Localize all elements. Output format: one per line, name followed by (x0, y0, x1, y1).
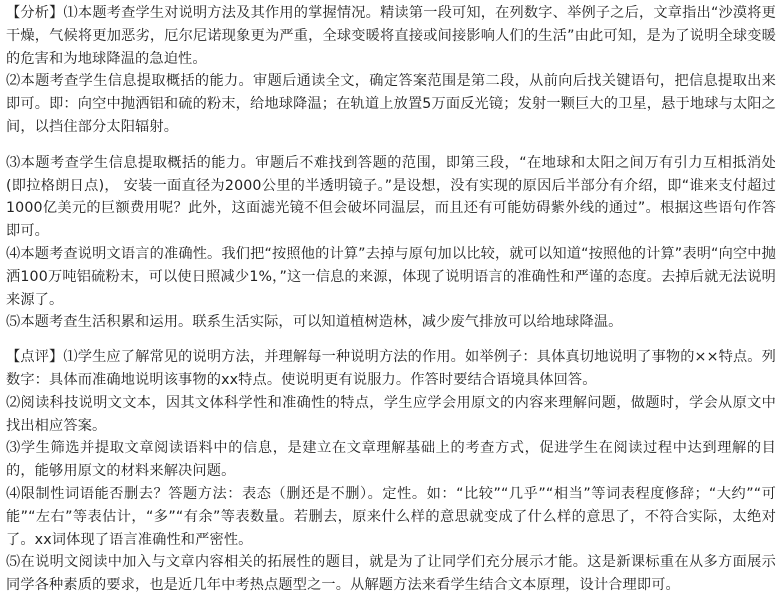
comment-point-2: ⑵阅读科技说明文文本，因其文体科学性和准确性的特点，学生应学会用原文的内容来理解问题，做题时，学会从原文中找出相应答案。 (6, 394, 776, 434)
analysis-point-5: ⑸本题考查生活积累和运用。联系生活实际，可以知道植树造林，减少废气排放可以给地球降温。 (6, 314, 623, 331)
analysis-point-1: 【分析】⑴本题考查学生对说明方法及其作用的掌握情况。精读第一段可知，在列数字、举例子之后，文章指出“沙漠将更干燥，气候将更加恶劣，厄尔尼诺现象更为严重，全球变暖将直接或间接影响人们的生活”由此可知，是为了说明全球变暖的危害和为地球降温的急迫性。 (6, 5, 776, 67)
comment-point-3: ⑶学生筛选并提取文章阅读语料中的信息，是建立在文章理解基础上的考查方式，促进学生在阅读过程中达到理解的目的，能够用原文的材料来解决问题。 (6, 440, 776, 480)
comment-point-1: 【点评】⑴学生应了解常见的说明方法，并理解每一种说明方法的作用。如举例子：具体真切地说明了事物的××特点。列数字：具体而准确地说明该事物的xx特点。使说明更有说服力。作答时要结合语境具体回答。 (6, 349, 776, 388)
comment-point-4: ⑷限制性词语能否删去？答题方法：表态（删还是不删）。定性。如：“比较”“几乎”“相当”等词表程度修辞；“大约”“可能”“左右”等表估计，“多”“有余”等表数量。若删去，原来什么样的意思就变成了什么样的意思了，不符合实际，太绝对了。xx词体现了语言准确性和严密性。 (6, 485, 776, 548)
analysis-point-2: ⑵本题考查学生信息提取概括的能力。审题后通读全文，确定答案范围是第二段，从前向后找关键语句，把信息提取出来即可。即：向空中抛洒铝和硫的粉末，给地球降温；在轨道上放置5万面反光镜；发射一颗巨大的卫星，悬于地球与太阳之间，以挡住部分太阳辐射。 (6, 73, 776, 135)
analysis-point-3: ⑶本题考查学生信息提取概括的能力。审题后不难找到答题的范围，即第三段，“在地球和太阳之间万有引力互相抵消处(即拉格朗日点)， 安装一面直径为2000公里的半透明镜子。”是设想，没有实现的原因后半部分有介绍，即“谁来支付超过1000亿美元的巨额费用呢？此外，这面滤光镜不但会破坏同温层，而且还有可能妨碍紫外线的通过”。根据这些语句作答即可。 (6, 154, 776, 240)
comment-point-5: ⑸在说明文阅读中加入与文章内容相关的拓展性的题目，就是为了让同学们充分展示才能。这是新课标重在从多方面展示同学各种素质的要求，也是近几年中考热点题型之一。从解题方法来看学生结合文本原理，设计合理即可。 (6, 554, 776, 594)
analysis-point-4: ⑷本题考查说明文语言的准确性。我们把“按照他的计算”去掉与原句加以比较，就可以知道“按照他的计算”表明“向空中抛洒100万吨铝硫粉末，可以使日照减少1%，”这一信息的来源，体现了说明语言的准确性和严谨的态度。去掉后就无法说明来源了。 (6, 245, 776, 308)
